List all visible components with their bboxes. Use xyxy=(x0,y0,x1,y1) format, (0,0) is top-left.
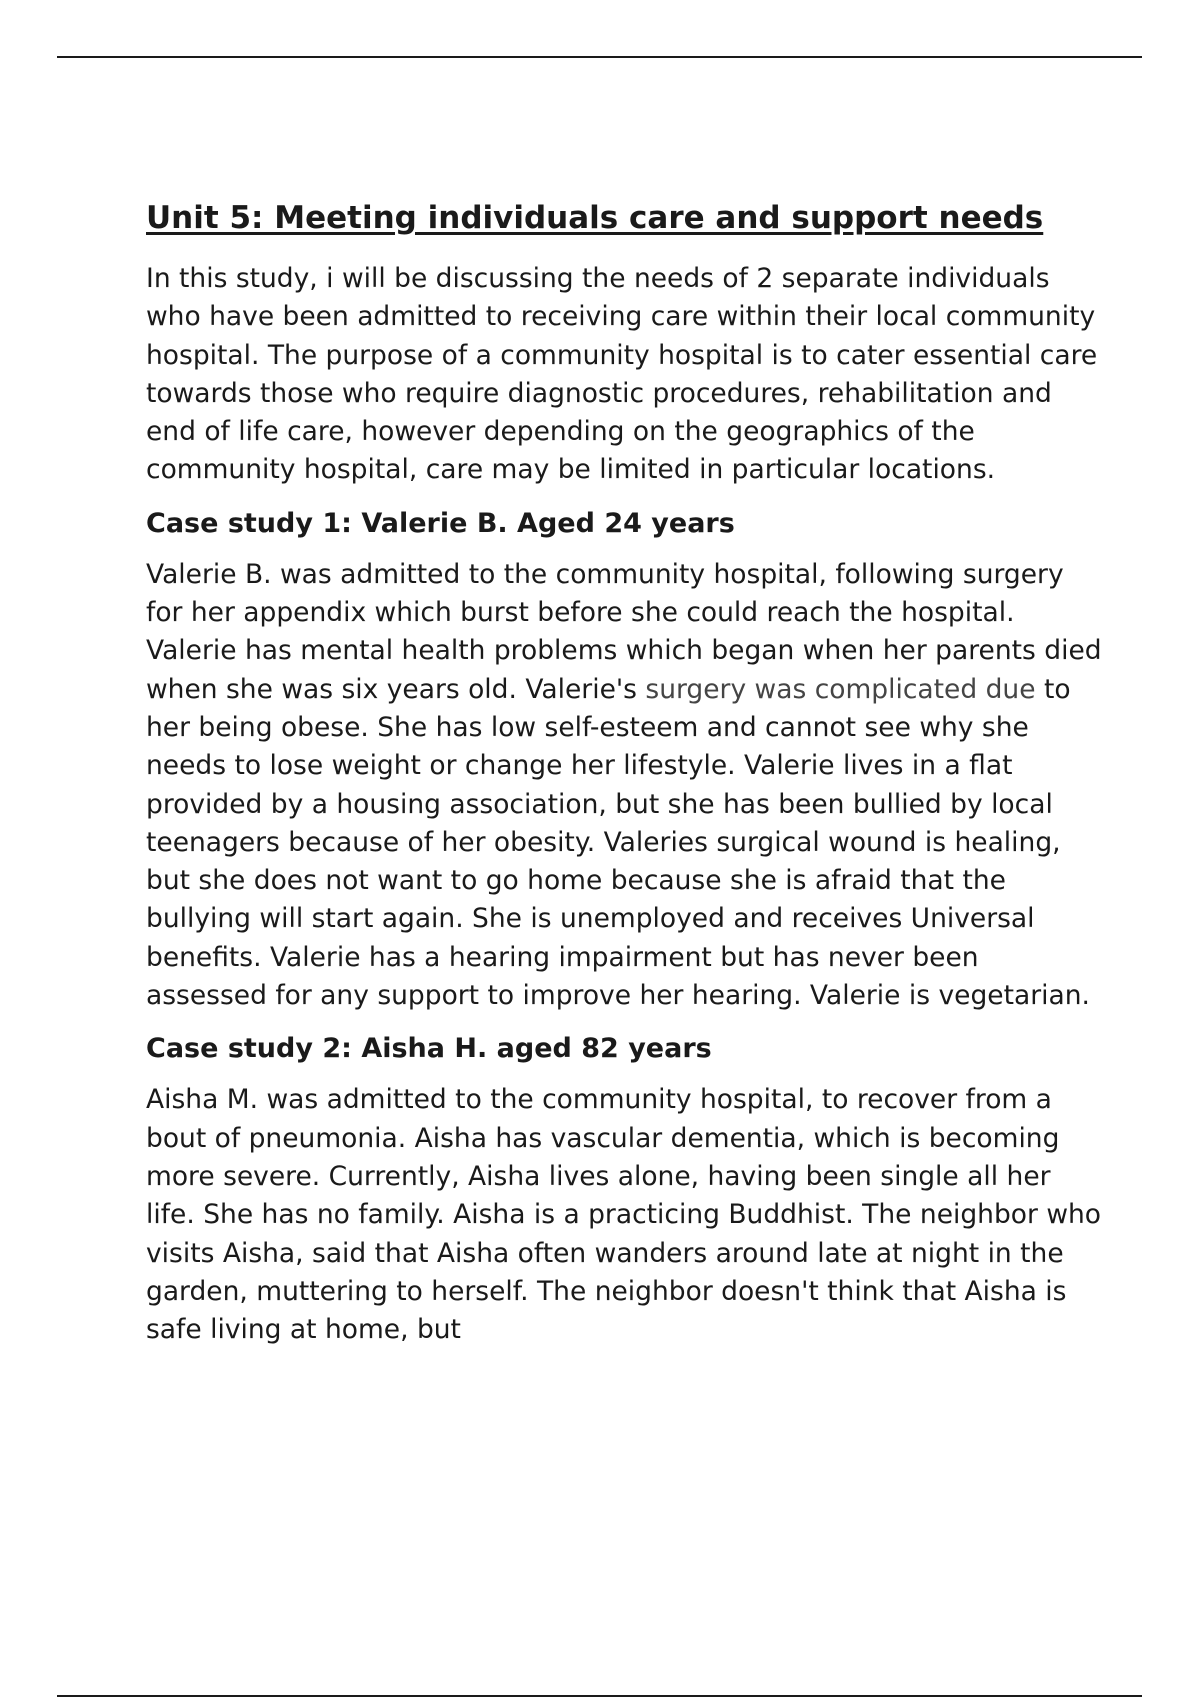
case-study-1-text-muted: surgery was complicated due xyxy=(645,673,1036,705)
case-study-2-paragraph: Aisha M. was admitted to the community hospital, to recover from a bout of pneumonia. Aisha has vascular dementia, which is becoming more severe. Currently, Aisha lives alone, having been single all her life. She has no family. Aisha is a practicing Buddhist. The neighbor who visits Aisha, said that Aisha often wanders around late at night in the garden, muttering to herself. The neighbor doesn't think that Aisha is safe living at home, but xyxy=(146,1084,1102,1346)
document-body xyxy=(146,196,1106,1365)
footer-rule xyxy=(57,1695,1142,1697)
intro-paragraph: In this study, i will be discussing the needs of 2 separate individuals who have been admitted to receiving care within their local community hospital. The purpose of a community hospital is to cater essential care towards those who require diagnostic procedures, rehabilitation and end of life care, however depending on the geographics of the community hospital, care may be limited in particular locations. xyxy=(146,263,1098,486)
header-rule xyxy=(57,56,1142,58)
case-study-1-text-start: Valerie B. was admitted to the community hospital, following surgery for her appendix which burst before she could reach the hospital. Valerie has mental health problems which began when her parents died when she was six years old. Valerie's xyxy=(146,558,1102,705)
document-title: Unit 5: Meeting individuals care and support needs xyxy=(146,200,1044,236)
case-study-1-paragraph xyxy=(146,556,1106,1016)
case-study-2-heading: Case study 2: Aisha H. aged 82 years xyxy=(146,1033,712,1065)
case-study-1-text-end: to her being obese. She has low self-esteem and cannot see why she needs to lose weight or change her lifestyle. Valerie lives in a flat provided by a housing association, but she has been bullied by local teenagers because of her obesity. Valeries surgical wound is healing, but she does not want to go home because she is afraid that the bullying will start again. She is unemployed and receives Universal benefits. Valerie has a hearing impairment but has never been assessed for any support to improve her hearing. Valerie is vegetarian. xyxy=(146,673,1090,1012)
case-study-1-heading: Case study 1: Valerie B. Aged 24 years xyxy=(146,507,735,539)
